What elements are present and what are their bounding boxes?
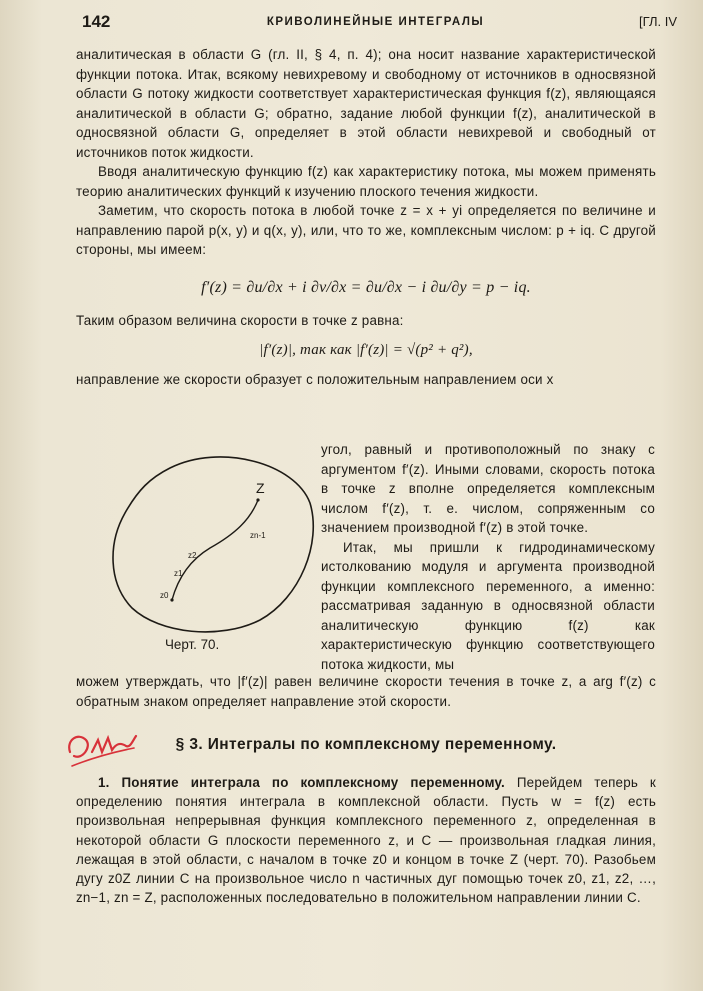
label-z1: z1: [174, 569, 183, 578]
point-z0: [170, 598, 173, 601]
paragraph-direction: направление же скорости образует с положительным направлением оси x: [76, 372, 554, 387]
paragraph-1: аналитическая в области G (гл. II, § 4, п. 4); она носит название характеристической функции потока. Итак, всякому невихревому и свободному от источников в односвязной области G потоку жидкости соответствует характеристическая функция f(z), являющаяся аналитической в области G; обратно, задание любой функции f(z), аналитической в односвязной области G, определяет в этой области невихревой и свободный от источников поток жидкости.: [76, 47, 656, 160]
wrapped-text: [321, 440, 655, 674]
figure-70-diagram: [110, 448, 320, 638]
region-boundary: [113, 457, 313, 632]
main-text: [76, 45, 656, 390]
label-z2: z2: [188, 551, 197, 560]
label-z0: z0: [160, 591, 169, 600]
label-Z: Z: [256, 480, 265, 496]
page-number: 142: [82, 12, 111, 31]
point-Z: [256, 498, 259, 501]
paragraph-conclusion: можем утверждать, что |f′(z)| равен величине скорости течения в точке z, а arg f′(z) с обратным знаком определяет направление этой скорости.: [76, 674, 656, 709]
section-paragraph-body: Перейдем теперь к определению понятия интеграла в комплексной области. Пусть w = f(z) есть произвольная непрерывная функция комплексного переменного z, определенная в некоторой области G плоскости переменного z, и C — произвольная гладкая линия, лежащая в этой области, с началом в точке z0 и концом в точке Z (черт. 70). Разобьем дугу z0Z линии C на произвольное число n частичных дуг помощью точек z0, z1, z2, …, zn−1, zn = Z, расположенных последовательно в положительном направлении линии C.: [76, 775, 656, 906]
figure-caption: Черт. 70.: [165, 637, 220, 652]
paragraph-speed: Таким образом величина скорости в точке z равна:: [76, 313, 404, 328]
paragraph-3: Заметим, что скорость потока в любой точке z = x + yi определяется по величине и направлению парой p(x, y) и q(x, y), или, что то же, комплексным числом: p + iq. С другой стороны, мы имеем:: [76, 203, 656, 257]
derivative-formula: f′(z) = ∂u/∂x + i ∂v/∂x = ∂u/∂x − i ∂u/∂y = p − iq.: [201, 278, 531, 296]
modulus-formula: |f′(z)|, так как |f′(z)| = √(p² + q²),: [259, 341, 473, 358]
page-header: [74, 12, 677, 34]
chapter-marker: [ГЛ. IV: [639, 14, 677, 29]
after-figure-text: [76, 672, 656, 711]
svg-text:Отм: Отм: [62, 722, 64, 723]
running-title: КРИВОЛИНЕЙНЫЕ ИНТЕГРАЛЫ: [266, 16, 485, 28]
section-heading: § 3. Интегралы по комплексному переменному.: [175, 736, 557, 753]
label-zn-1: zn-1: [250, 531, 266, 540]
wrap-paragraph-2: Итак, мы пришли к гидродинамическому истолкованию модуля и аргумента производной функции комплексного переменного, а именно: рассматривая заданную в односвязной области аналитическую функцию f(z) как характеристическую функцию соответствующего потока жидкости, мы: [321, 539, 655, 672]
section-text: [76, 773, 656, 907]
section-paragraph-lead: 1. Понятие интеграла по комплексному переменному.: [98, 775, 505, 790]
wrap-paragraph-1: угол, равный и противоположный по знаку с аргументом f′(z). Иными словами, скорость потока в точке z вполне определяется комплексным числом f′(z), т. е. числом, сопряженным со значением производной f′(z) в этой точке.: [321, 442, 655, 535]
paragraph-2: Вводя аналитическую функцию f(z) как характеристику потока, мы можем применять теорию аналитических функций к изучению плоского течения жидкости.: [76, 164, 656, 199]
section-paragraph: [76, 773, 656, 907]
curve-c: [172, 500, 258, 600]
